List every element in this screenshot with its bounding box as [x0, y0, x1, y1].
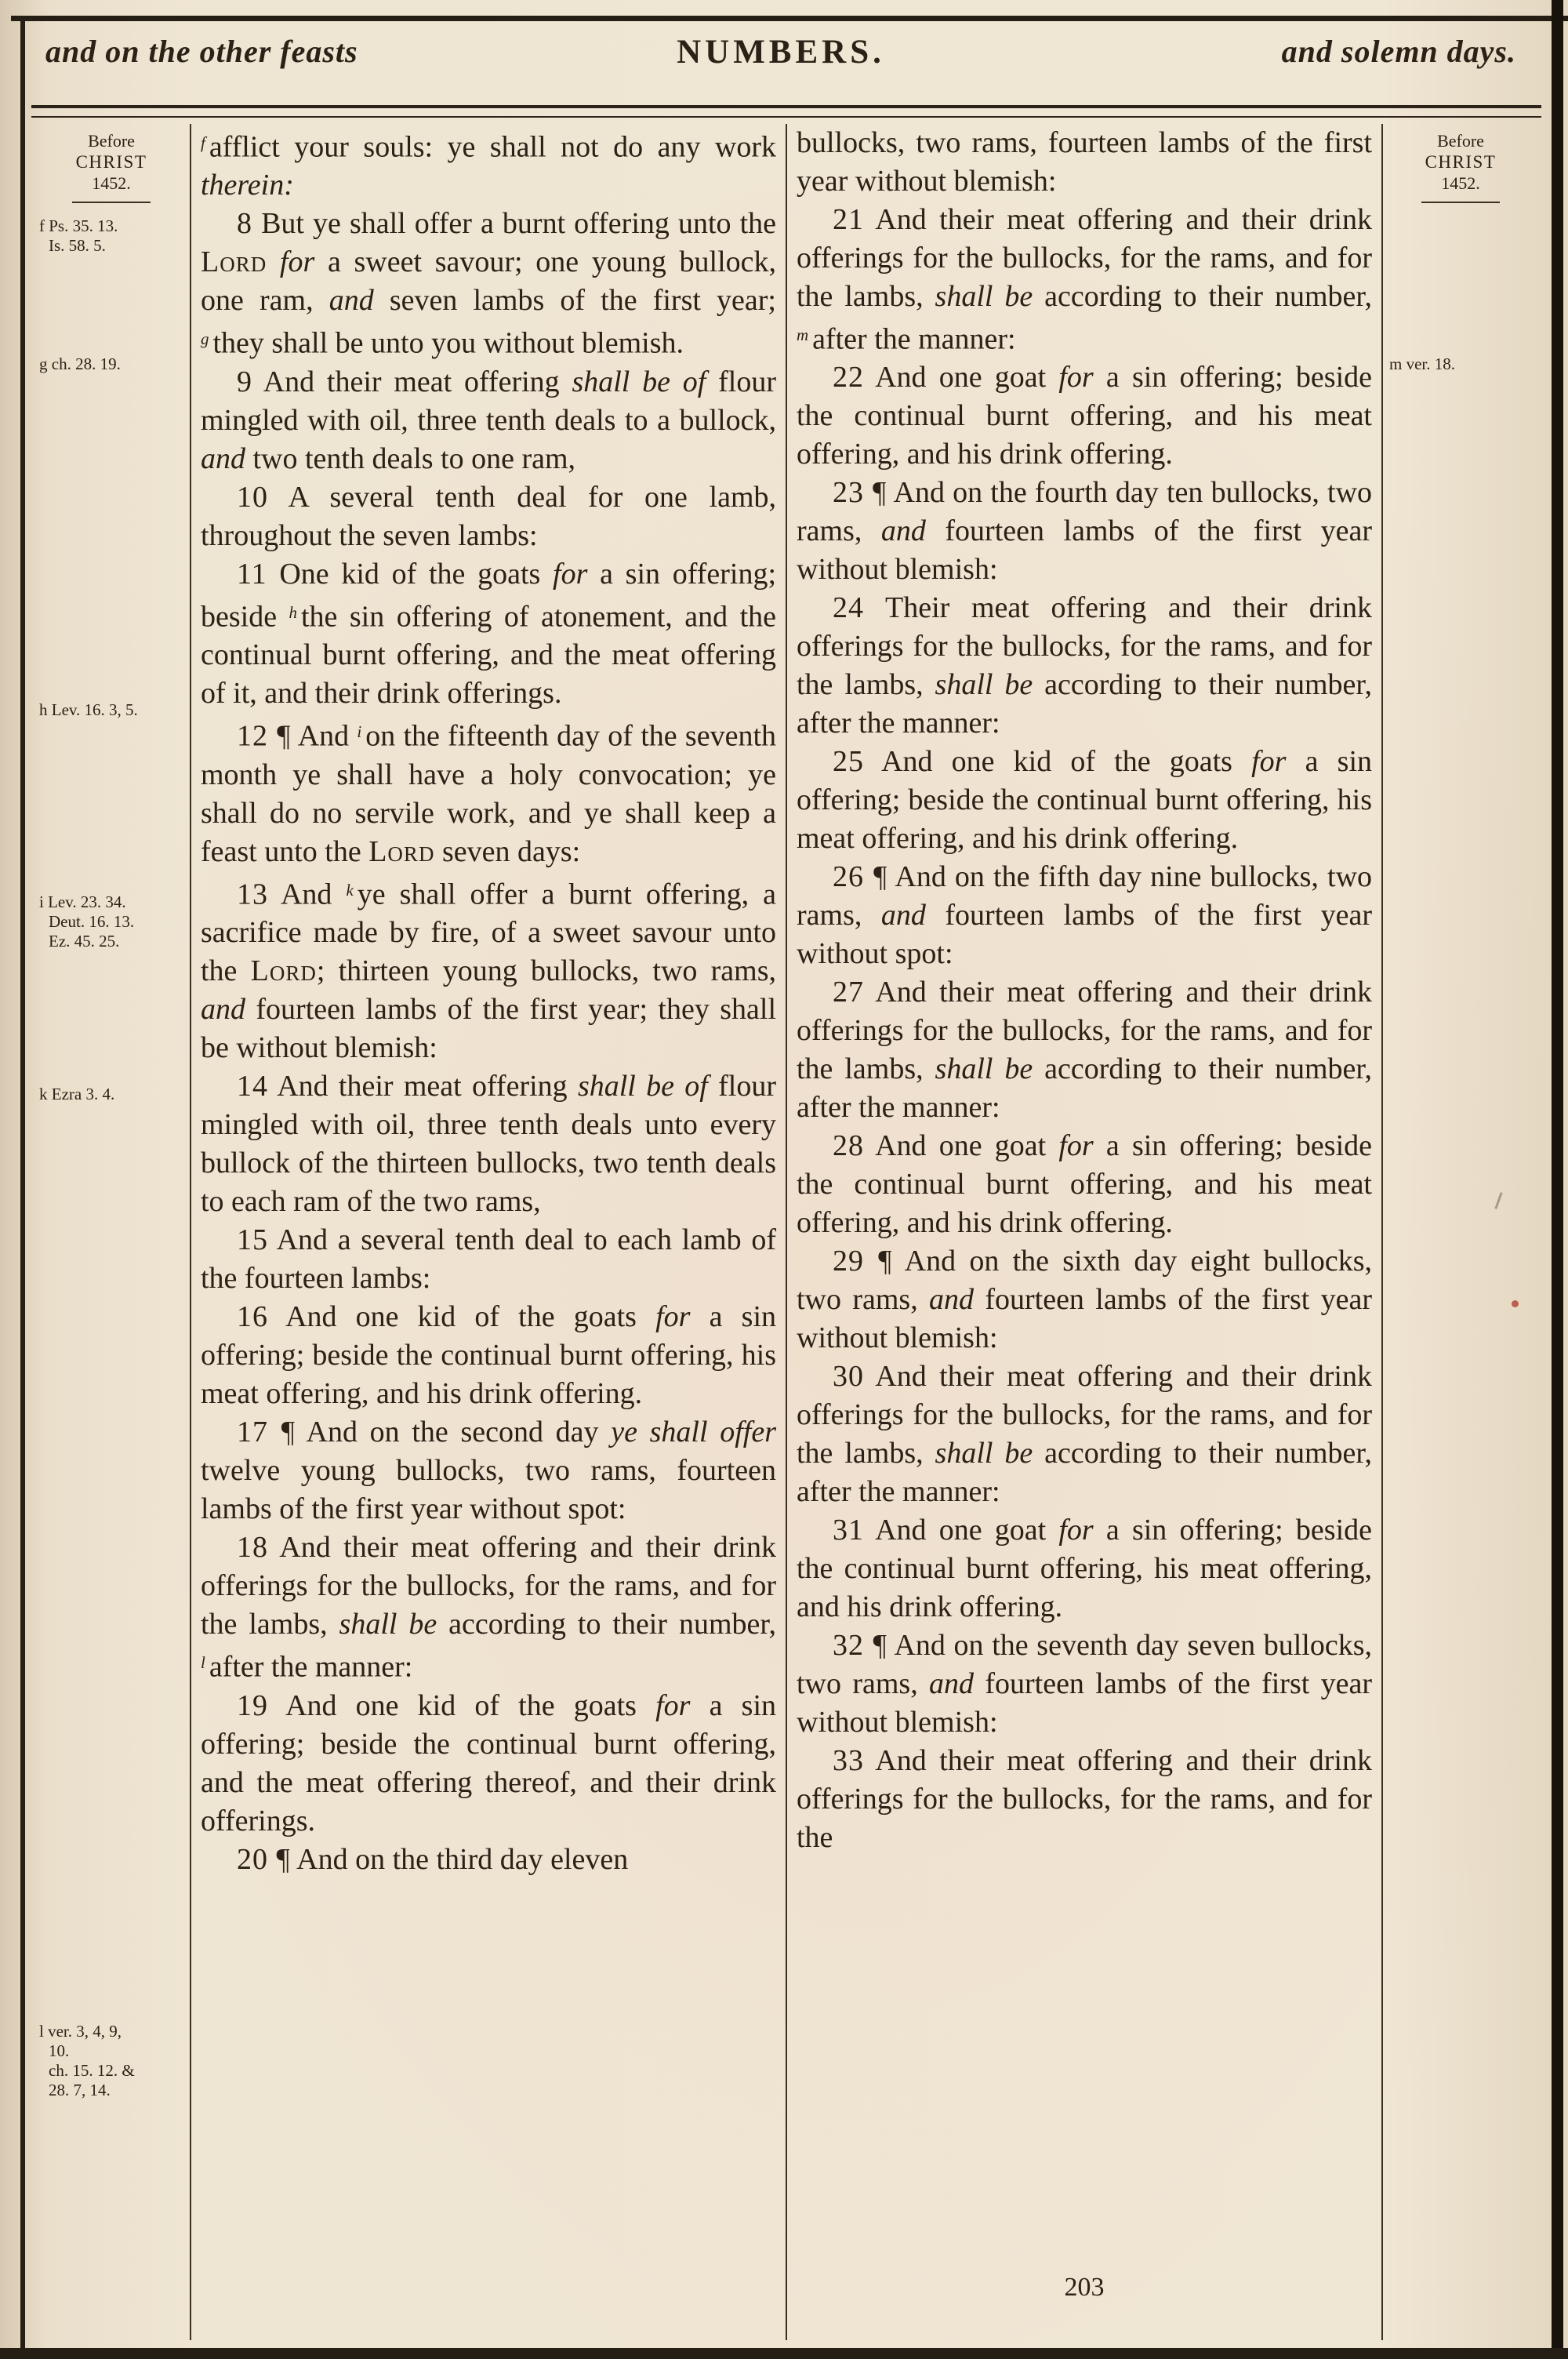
italic-word: therein:: [201, 169, 294, 202]
verse-25: 25 And one kid of the goats for a sin offering; beside the continual burnt offering, his meat offering, and his drink offering.: [797, 745, 1372, 856]
heading-rule: [72, 202, 151, 203]
header-double-rule: [31, 105, 1541, 118]
verse-19: 19 And one kid of the goats for a sin offering; beside the continual burnt offering, and the meat offering thereof, and their drink offerings.: [201, 1688, 776, 1837]
verse-number: 9: [237, 365, 252, 398]
heading-before: Before: [88, 131, 135, 151]
verse-number: 20 ¶: [237, 1842, 291, 1876]
verse-number: 26 ¶: [833, 860, 888, 894]
verse-30: 30 And their meat offering and their drink offerings for the bullocks, for the rams, and for the lambs, shall be according to their number, after the manner:: [797, 1360, 1372, 1509]
cross-reference-letter: h: [289, 602, 297, 622]
verse-number: 30: [833, 1360, 864, 1394]
verse-number: 16: [237, 1300, 268, 1334]
page-number: 203: [1064, 2273, 1105, 2302]
verse-number: 29 ¶: [833, 1245, 893, 1278]
verse-18: 18 And their meat offering and their drink offerings for the bullocks, for the rams, and for the lambs, shall be according to their number, $^l$ after the manner:: [201, 1531, 776, 1684]
verse-number: 25: [833, 745, 864, 779]
verse-continuation: $^f$ afflict your souls: ye shall not do any work therein:: [201, 130, 776, 202]
margin-note: k Ezra 3. 4.: [39, 1085, 115, 1103]
verse-12: 12 ¶ And $^i$ on the fifteenth day of the seventh month ye shall have a holy convocation; ye shall do no servile work, and ye shall keep a feast unto the Lord seven days:: [201, 719, 777, 868]
verse-21: 21 And their meat offering and their drink offerings for the bullocks, for the rams, and for the lambs, shall be according to their number, $^m$ after the manner:: [797, 203, 1372, 356]
page-border-bottom: [0, 2348, 1568, 2359]
cross-reference-letter: g: [201, 329, 209, 349]
verse-number: 10: [237, 480, 268, 514]
verse-24: 24 Their meat offering and their drink offerings for the bullocks, for the rams, and for the lambs, shall be according to their number, after the manner:: [797, 591, 1372, 740]
italic-word: for: [1058, 1129, 1094, 1163]
verse-number: 14: [237, 1070, 268, 1103]
italic-word: for: [1058, 361, 1094, 394]
scripture-column-left: [191, 124, 786, 2340]
book-title: NUMBERS.: [677, 34, 885, 71]
italic-word: shall be: [339, 1608, 437, 1641]
italic-word: and: [201, 993, 245, 1027]
verse-number: 28: [833, 1129, 864, 1163]
running-head: [45, 33, 1516, 77]
italic-word: and: [880, 514, 926, 548]
italic-word: for: [279, 245, 315, 279]
italic-word: for: [1251, 745, 1287, 779]
verse-number: 8: [237, 207, 252, 241]
italic-word: shall be: [935, 1437, 1033, 1470]
italic-word: for: [655, 1300, 691, 1334]
verse-29: 29 ¶ And on the sixth day eight bullocks, two rams, and fourteen lambs of the first year without blemish:: [797, 1245, 1372, 1355]
verse-number: 33: [833, 1744, 864, 1778]
running-head-left: and on the other feasts: [45, 34, 358, 69]
verse-number: 31: [833, 1514, 864, 1547]
page-content: [33, 124, 1538, 2340]
verse-number: 27: [833, 976, 864, 1009]
verse-continuation: bullocks, two rams, fourteen lambs of the first year without blemish:: [797, 126, 1372, 198]
verse-14: 14 And their meat offering shall be of flour mingled with oil, three tenth deals unto every bullock of the thirteen bullocks, two tenth deals to each ram of the two rams,: [201, 1070, 776, 1219]
italic-word: for: [553, 557, 588, 591]
italic-word: shall be of: [572, 365, 706, 398]
verse-number: 13: [237, 878, 268, 911]
italic-word: ye shall offer: [611, 1416, 777, 1449]
verse-32: 32 ¶ And on the seventh day seven bullocks, two rams, and fourteen lambs of the first year without blemish:: [797, 1629, 1373, 1739]
left-margin-column: [33, 124, 190, 2340]
verse-number: 24: [833, 591, 864, 625]
verse-16: 16 And one kid of the goats for a sin offering; beside the continual burnt offering, his meat offering, and his drink offering.: [201, 1300, 776, 1411]
verse-number: 21: [833, 203, 864, 236]
heading-christ: CHRIST: [75, 152, 147, 172]
verse-11: 11 One kid of the goats for a sin offering; beside $^h$ the sin offering of atonement, and the continual burnt offering, and the meat offering of it, and their drink offerings.: [201, 557, 776, 711]
verse-number: 18: [237, 1531, 268, 1565]
cross-reference-letter: i: [357, 722, 362, 742]
cross-reference-letter: f: [201, 133, 205, 152]
verse-15: 15 And a several tenth deal to each lamb of the fourteen lambs:: [201, 1223, 776, 1296]
verse-22: 22 And one goat for a sin offering; beside the continual burnt offering, and his meat offering, and his drink offering.: [797, 361, 1373, 471]
divine-name: Lord: [368, 834, 435, 868]
italic-word: for: [1058, 1514, 1094, 1547]
margin-note: f Ps. 35. 13. Is. 58. 5.: [39, 216, 118, 255]
heading-before: Before: [1437, 131, 1484, 151]
margin-note: l ver. 3, 4, 9, 10. ch. 15. 12. & 28. 7, 14.: [39, 2022, 135, 2099]
right-margin-column: [1383, 124, 1538, 2340]
italic-word: and: [929, 1667, 975, 1701]
before-christ-heading-right: [1383, 124, 1538, 203]
verse-20: 20 ¶ And on the third day eleven: [237, 1842, 629, 1876]
italic-word: shall be of: [577, 1070, 708, 1103]
verse-23: 23 ¶ And on the fourth day ten bullocks, two rams, and fourteen lambs of the first year without blemish:: [797, 476, 1373, 587]
verse-number: 12 ¶: [237, 719, 292, 753]
italic-word: and: [328, 284, 374, 318]
scan-artifact-dot: [1512, 1300, 1519, 1307]
margin-note: m ver. 18.: [1389, 354, 1455, 373]
verse-31: 31 And one goat for a sin offering; beside the continual burnt offering, his meat offering, and his drink offering.: [797, 1514, 1373, 1624]
verse-number: 11: [237, 557, 267, 591]
italic-word: and: [880, 899, 926, 932]
verse-10: 10 A several tenth deal for one lamb, throughout the seven lambs:: [201, 480, 777, 552]
heading-year: 1452.: [1441, 173, 1480, 193]
cross-reference-letter: m: [797, 325, 809, 344]
scripture-column-right: [787, 124, 1381, 2340]
heading-christ: CHRIST: [1425, 152, 1497, 172]
verse-number: 23 ¶: [833, 476, 887, 510]
cross-reference-letter: k: [346, 880, 354, 900]
running-head-right: and solemn days.: [1281, 34, 1516, 69]
verse-number: 32 ¶: [833, 1629, 887, 1663]
verse-17: 17 ¶ And on the second day ye shall offer twelve young bullocks, two rams, fourteen lambs of the first year without spot:: [201, 1416, 777, 1526]
divine-name: Lord: [250, 954, 317, 988]
italic-word: for: [655, 1688, 691, 1722]
verse-number: 19: [237, 1688, 268, 1722]
verse-33: 33 And their meat offering and their drink offerings for the bullocks, for the rams, and for the: [797, 1744, 1372, 1855]
italic-word: and: [929, 1283, 975, 1317]
cross-reference-letter: l: [201, 1653, 205, 1673]
verse-number: 22: [833, 361, 864, 394]
margin-note: i Lev. 23. 34. Deut. 16. 13. Ez. 45. 25.: [39, 892, 135, 951]
margin-note: g ch. 28. 19.: [39, 354, 121, 373]
verse-26: 26 ¶ And on the fifth day nine bullocks, two rams, and fourteen lambs of the first year without spot:: [797, 860, 1373, 971]
verse-28: 28 And one goat for a sin offering; beside the continual burnt offering, and his meat offering, and his drink offering.: [797, 1129, 1373, 1240]
verse-number: 15: [237, 1223, 268, 1257]
italic-word: shall be: [935, 280, 1033, 313]
verse-9: 9 And their meat offering shall be of flour mingled with oil, three tenth deals to a bullock, and two tenth deals to one ram,: [201, 365, 776, 475]
verse-13: 13 And $^k$ ye shall offer a burnt offering, a sacrifice made by fire, of a sweet savour unto the Lord; thirteen young bullocks, two rams, and fourteen lambs of the first year; they shall be without blemish:: [201, 878, 776, 1065]
page-border-left: [20, 16, 25, 2348]
italic-word: shall be: [935, 1052, 1033, 1086]
verse-27: 27 And their meat offering and their drink offerings for the bullocks, for the rams, and for the lambs, shall be according to their number, after the manner:: [797, 976, 1372, 1125]
verse-number: 17 ¶: [237, 1416, 296, 1449]
margin-note: h Lev. 16. 3, 5.: [39, 700, 138, 719]
divine-name: Lord: [201, 245, 267, 279]
page-border-right: [1552, 0, 1563, 2359]
heading-year: 1452.: [92, 173, 131, 193]
page-border-top: [11, 16, 1568, 21]
heading-rule: [1421, 202, 1500, 203]
before-christ-heading-left: [33, 124, 190, 203]
verse-8: 8 But ye shall offer a burnt offering unto the Lord for a sweet savour; one young bullock, one ram, and seven lambs of the first year; $^g$ they shall be unto you without blemish.: [201, 207, 776, 360]
italic-word: and: [201, 442, 245, 475]
italic-word: shall be: [935, 668, 1033, 702]
